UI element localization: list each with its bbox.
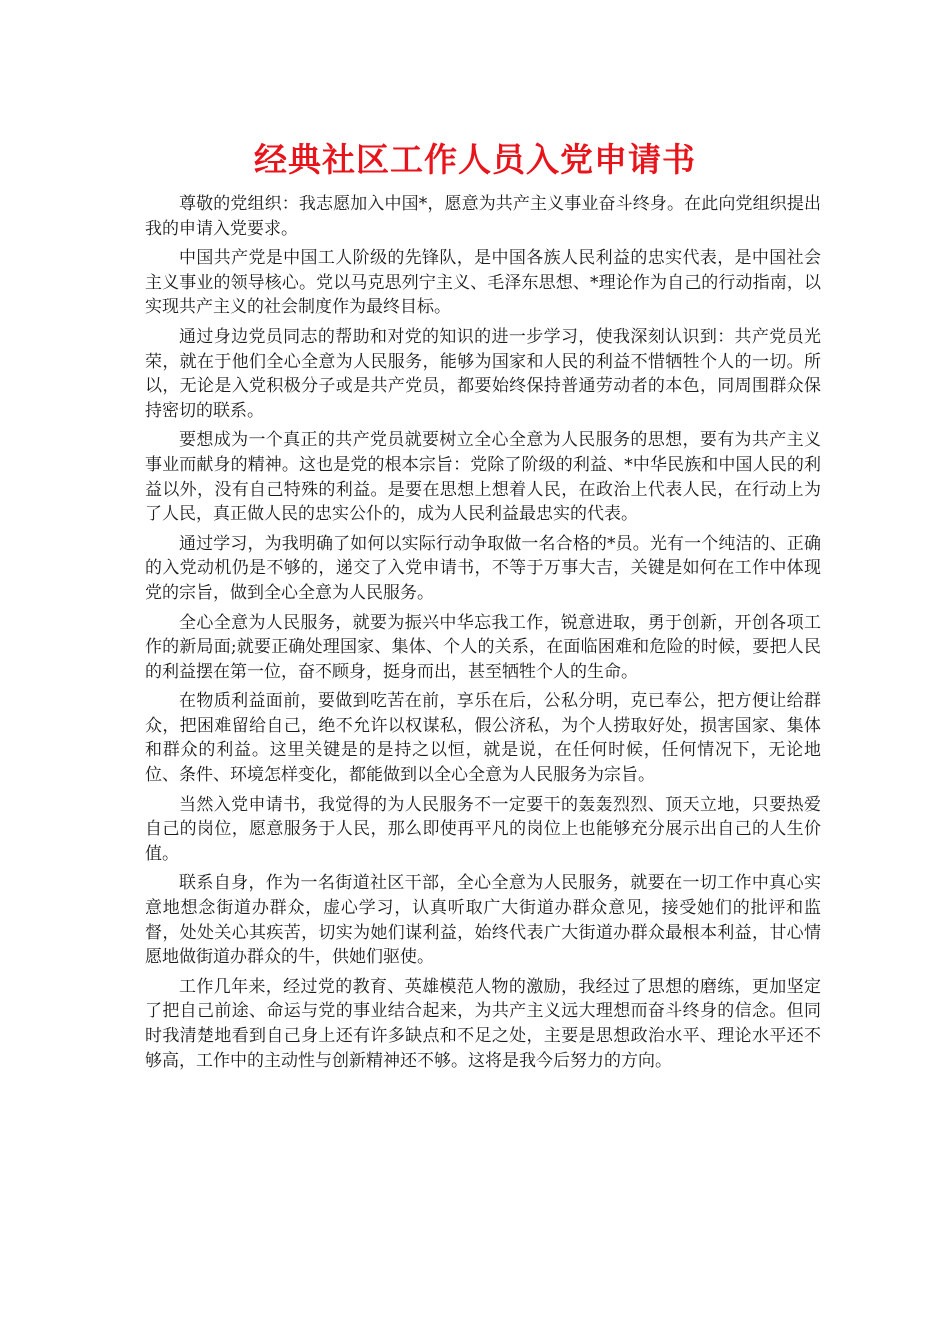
paragraph-wholeheartedly: 全心全意为人民服务，就要为振兴中华忘我工作，锐意进取，勇于创新，开创各项工作的新局面;就要正确处理国家、集体、个人的关系，在面临困难和危险的时候，要把人民的利益摆在第一位，奋不顾身，挺身而出，甚至牺牲个人的生命。	[145, 612, 821, 682]
paragraph-serve-people: 要想成为一个真正的共产党员就要树立全心全意为人民服务的思想，要有为共产主义事业而献身的精神。这也是党的根本宗旨：党除了阶级的利益、*中华民族和中国人民的利益以外，没有自己特殊的利益。是要在思想上想着人民，在政治上代表人民，在行动上为了人民，真正做人民的忠实公仆的，成为人民利益最忠实的代表。	[145, 430, 821, 525]
paragraph-study: 通过学习，为我明确了如何以实际行动争取做一名合格的*员。光有一个纯洁的、正确的入党动机仍是不够的，递交了入党申请书，不等于万事大吉，关键是如何在工作中体现党的宗旨，做到全心全意为人民服务。	[145, 533, 821, 603]
paragraph-self-connection: 联系自身，作为一名街道社区干部，全心全意为人民服务，就要在一切工作中真心实意地想念街道办群众，虚心学习，认真听取广大街道办群众意见，接受她们的批评和监督，处处关心其疾苦，切实为她们谋利益，始终代表广大街道办群众最根本利益，甘心情愿地做街道办群众的牛，供她们驱使。	[145, 873, 821, 968]
paragraph-party-nature: 中国共产党是中国工人阶级的先锋队，是中国各族人民利益的忠实代表，是中国社会主义事业的领导核心。党以马克思列宁主义、毛泽东思想、*理论作为自己的行动指南，以实现共产主义的社会制度作为最终目标。	[145, 248, 821, 318]
document-body	[145, 192, 821, 1078]
paragraph-material-interests: 在物质利益面前，要做到吃苦在前，享乐在后，公私分明，克已奉公，把方便让给群众，把困难留给自己，绝不允许以权谋私，假公济私，为个人捞取好处，损害国家、集体和群众的利益。这里关键是的是持之以恒，就是说，在任何时候，任何情况下，无论地位、条件、环境怎样变化，都能做到以全心全意为人民服务为宗旨。	[145, 691, 821, 786]
paragraph-conclusion: 工作几年来，经过党的教育、英雄模范人物的激励，我经过了思想的磨练，更加坚定了把自己前途、命运与党的事业结合起来，为共产主义远大理想而奋斗终身的信念。但同时我清楚地看到自己身上还有许多缺点和不足之处，主要是思想政治水平、理论水平还不够高，工作中的主动性与创新精神还不够。这将是我今后努力的方向。	[145, 976, 821, 1071]
document-title: 经典社区工作人员入党申请书	[254, 140, 696, 179]
paragraph-understanding: 通过身边党员同志的帮助和对党的知识的进一步学习，使我深刻认识到：共产党员光荣，就在于他们全心全意为人民服务，能够为国家和人民的利益不惜牺牲个人的一切。所以，无论是入党积极分子或是共产党员，都要始终保持普通劳动者的本色，同周围群众保持密切的联系。	[145, 326, 821, 421]
paragraph-ordinary-post: 当然入党申请书，我觉得的为人民服务不一定要干的轰轰烈烈、顶天立地，只要热爱自己的岗位，愿意服务于人民，那么即使再平凡的岗位上也能够充分展示出自己的人生价值。	[145, 794, 821, 864]
paragraph-salutation: 尊敬的党组织：我志愿加入中国*，愿意为共产主义事业奋斗终身。在此向党组织提出我的申请入党要求。	[145, 194, 821, 239]
